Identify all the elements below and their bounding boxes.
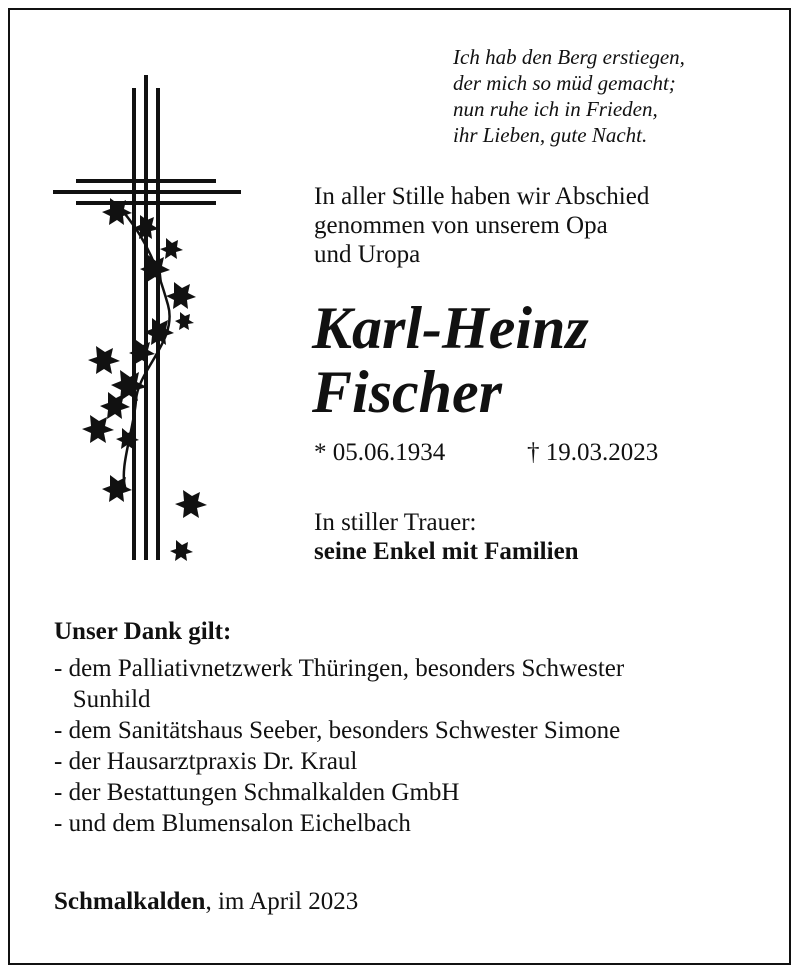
intro-line: In aller Stille haben wir Abschied (314, 183, 650, 210)
death-date: † 19.03.2023 (527, 439, 659, 466)
mourners-intro: In stiller Trauer: (314, 509, 477, 536)
thanks-item: - dem Sanitätshaus Seeber, besonders Schwester Simone (54, 717, 621, 744)
poem-line: Ich hab den Berg erstiegen, (453, 45, 685, 69)
thanks-list (54, 653, 624, 839)
mourners (314, 508, 579, 566)
thanks-item: - der Hausarztpraxis Dr. Kraul (54, 748, 358, 775)
thanks-item: - und dem Blumensalon Eichelbach (54, 810, 411, 837)
cross-with-ivy-icon (48, 70, 248, 570)
thanks-heading: Unser Dank gilt: (54, 618, 232, 645)
date-text: , im April 2023 (205, 888, 359, 915)
intro-line: und Uropa (314, 241, 421, 268)
thanks-item: - dem Palliativnetzwerk Thüringen, besonders Schwester (54, 655, 625, 682)
poem-line: ihr Lieben, gute Nacht. (453, 123, 648, 147)
intro-text (314, 182, 649, 269)
deceased-first-name: Karl-Heinz (312, 295, 589, 361)
poem-line: der mich so müd gemacht; (453, 71, 676, 95)
place-and-date (54, 888, 358, 916)
deceased-name (312, 296, 589, 424)
thanks-item: - der Bestattungen Schmalkalden GmbH (54, 779, 460, 806)
mourners-names: seine Enkel mit Familien (314, 538, 579, 565)
thanks-item: Sunhild (54, 686, 151, 713)
place-name: Schmalkalden (54, 888, 206, 915)
deceased-last-name: Fischer (312, 359, 503, 425)
poem-line: nun ruhe ich in Frieden, (453, 97, 658, 121)
poem (453, 44, 685, 148)
intro-line: genommen von unserem Opa (314, 212, 608, 239)
birth-date: * 05.06.1934 (314, 439, 446, 466)
